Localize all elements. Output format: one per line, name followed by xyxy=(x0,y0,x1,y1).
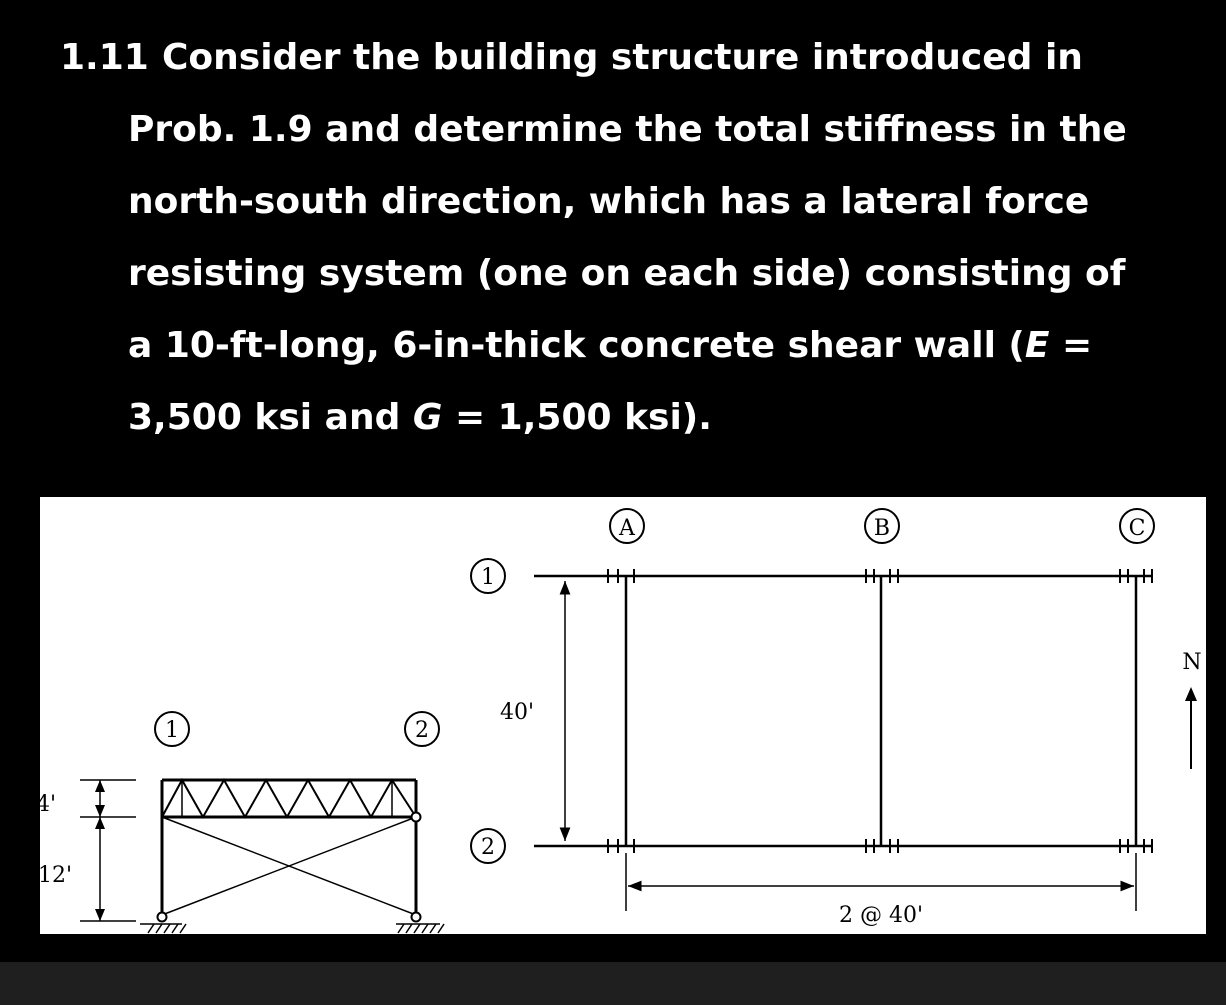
problem-number: 1.11 xyxy=(60,37,149,78)
problem-line-6 xyxy=(128,396,712,440)
dim-label-12ft: 12' xyxy=(38,863,73,888)
bottom-bar xyxy=(0,962,1226,1005)
problem-line-2: Prob. 1.9 and determine the total stiffness in the xyxy=(128,109,1127,150)
plan-grid-label-2: 2 xyxy=(481,835,495,860)
elevation-grid-label-1: 1 xyxy=(165,718,179,743)
dim-arrow-3 xyxy=(95,817,105,829)
ground-hatch-right xyxy=(396,924,444,933)
height-dimension xyxy=(80,780,136,921)
dim-arrow-2 xyxy=(95,805,105,817)
plan-grid-bubble-c xyxy=(1120,509,1154,543)
elevation-grid-bubble-2 xyxy=(405,712,439,746)
elevation-grid-bubble-1 xyxy=(155,712,189,746)
symbol-g: G xyxy=(412,397,443,438)
plan-grid-label-1: 1 xyxy=(481,565,495,590)
dim-arrow-1 xyxy=(95,780,105,792)
structure-figure xyxy=(36,497,1206,934)
plan-grid-bubble-2 xyxy=(471,829,505,863)
plan-grid-label-c: C xyxy=(1128,516,1146,541)
plan-grid-bubble-a xyxy=(610,509,644,543)
dim-arrow-4 xyxy=(95,909,105,921)
problem-line-3: north-south direction, which has a lateral force xyxy=(128,181,1090,222)
line-6-text-b: = 1,500 ksi). xyxy=(442,397,712,438)
plan-view xyxy=(471,509,1202,928)
elevation-grid-label-2: 2 xyxy=(415,718,429,743)
pin-knee xyxy=(412,813,421,822)
figure-svg xyxy=(36,497,1206,934)
line-5-text-a: a 10-ft-long, 6-in-thick concrete shear wall ( xyxy=(128,325,1025,366)
symbol-e: E xyxy=(1024,325,1050,366)
problem-line-5 xyxy=(128,324,1092,368)
pin-support-right xyxy=(412,913,421,922)
problem-statement xyxy=(0,0,1226,480)
line-5-text-b: = xyxy=(1049,325,1093,366)
plan-grid-label-b: B xyxy=(873,516,891,541)
column-a1 xyxy=(608,569,640,583)
plan-grid-bubble-b xyxy=(865,509,899,543)
problem-line-4: resisting system (one on each side) consisting of xyxy=(128,253,1126,294)
ground-hatch-left xyxy=(140,924,186,933)
north-arrow-icon xyxy=(1185,687,1197,769)
plan-grid-label-a: A xyxy=(619,516,635,541)
plan-dim-vertical-label: 40' xyxy=(500,700,535,725)
problem-line-1: Consider the building structure introduced in xyxy=(162,37,1083,78)
pin-support-left xyxy=(158,913,167,922)
plan-dim-horizontal-label: 2 @ 40' xyxy=(838,903,924,928)
north-label: N xyxy=(1182,650,1202,675)
dim-label-4ft: 4' xyxy=(36,792,57,817)
line-6-text-a: 3,500 ksi and xyxy=(128,397,413,438)
elevation-view xyxy=(36,712,444,933)
truss-web xyxy=(162,780,416,817)
plan-grid-bubble-1 xyxy=(471,559,505,593)
